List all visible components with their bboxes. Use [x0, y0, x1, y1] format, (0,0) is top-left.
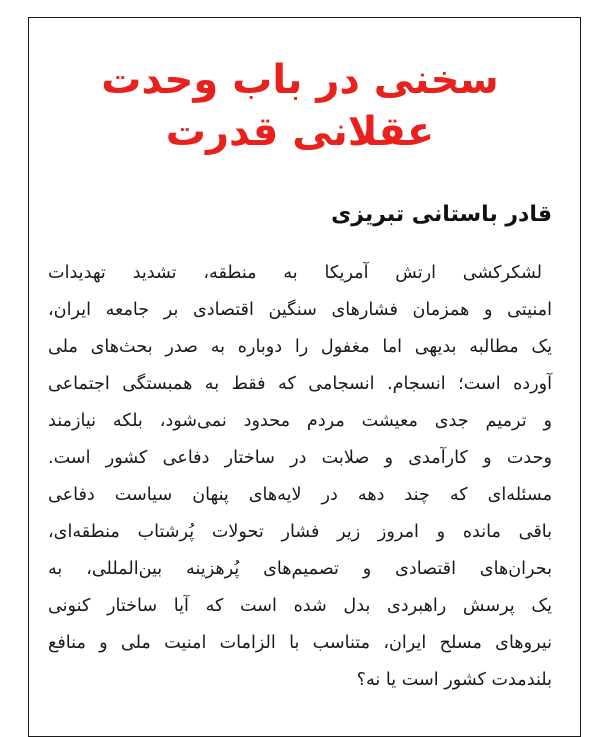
body-line: آورده است؛ انسجام. انسجامی که فقط به همبستگی اجتماعی	[48, 374, 552, 394]
body-line: امنیتی و همزمان فشارهای سنگین اقتصادی بر جامعه ایران،	[48, 300, 552, 320]
body-line: یک پرسش راهبردی بدل شده است که آیا ساختار کنونی	[48, 596, 552, 616]
body-line: وحدت و کارآمدی و صلابت در ساختار دفاعی کشور است.	[48, 448, 552, 468]
body-line: بلندمدت کشور است یا نه؟	[356, 670, 552, 690]
body-line: نیروهای مسلح ایران، متناسب با الزامات امنیت ملی و منافع	[48, 633, 552, 653]
body-line: لشکرکشی ارتش آمریکا به منطقه، تشدید تهدیدات	[48, 263, 542, 283]
article-title-line-2: عقلانی قدرت	[165, 109, 435, 155]
article-title-line-1: سخنی در باب وحدت	[101, 57, 499, 103]
body-line: بحران‌های اقتصادی و تصمیم‌های پُرهزینه بین‌المللی، به	[48, 559, 552, 579]
body-line: و ترمیم جدی معیشت مردم محدود نمی‌شود، بلکه نیازمند	[48, 411, 552, 431]
body-line: یک مطالبه بدیهی اما مغفول را دوباره به صدر بحث‌های ملی	[48, 337, 552, 357]
body-line: مسئله‌ای که چند دهه در لایه‌های پنهان سیاست دفاعی	[48, 485, 552, 505]
author-name: قادر باستانی تبریزی	[331, 202, 552, 227]
article	[48, 54, 552, 690]
body-line: باقی مانده و امروز زیر فشار تحولات پُرشتاب منطقه‌ای،	[48, 522, 552, 542]
article-title	[48, 54, 552, 158]
article-body	[48, 255, 552, 699]
